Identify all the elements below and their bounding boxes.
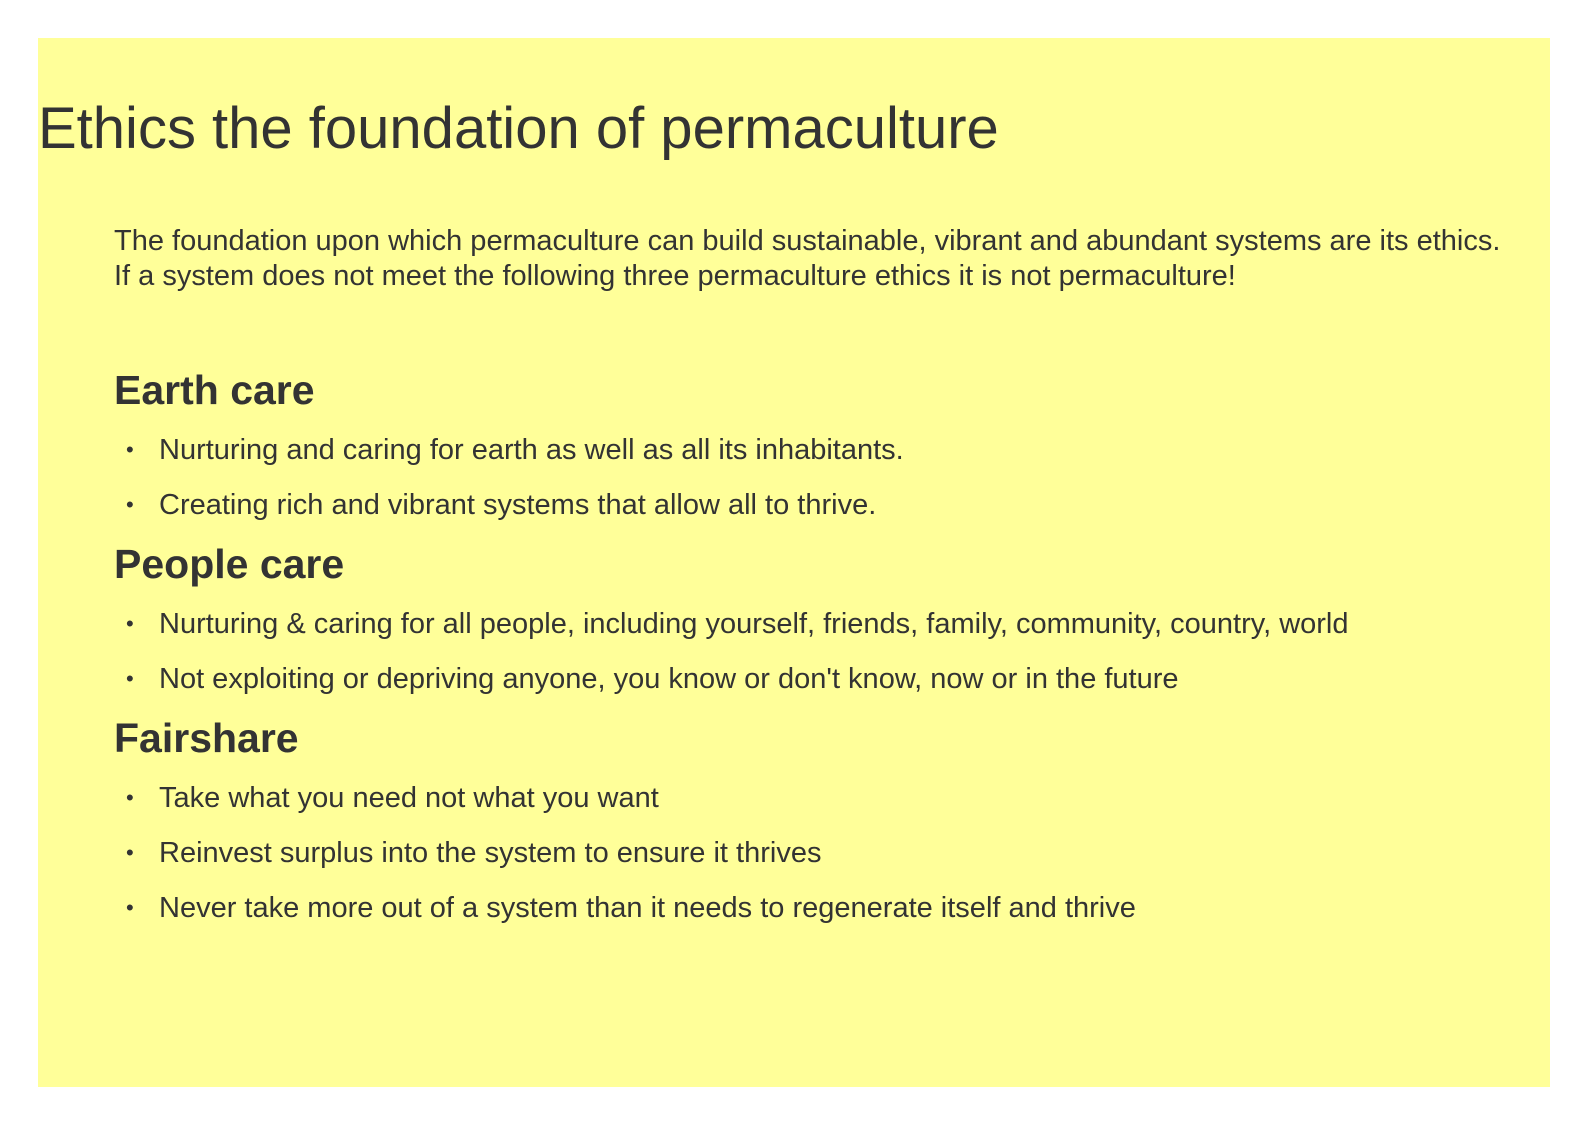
list-item-text: Take what you need not what you want [159,782,659,814]
list-item [114,659,1349,714]
list-item-text: Nurturing and caring for earth as well as all its inhabitants. [159,434,904,466]
list-item [114,778,1136,833]
list-item-text: Not exploiting or depriving anyone, you know or don't know, now or in the future [159,663,1179,695]
section-heading-people-care: People care [114,541,345,587]
people-care-list [114,604,1349,714]
list-item [114,604,1349,659]
list-item [114,430,904,485]
earth-care-list [114,430,904,540]
list-item-text: Nurturing & caring for all people, including yourself, friends, family, community, country, world [159,608,1349,640]
bullet-icon: • [126,840,134,865]
bullet-icon: • [126,785,134,810]
fairshare-list [114,778,1136,943]
list-item-text: Reinvest surplus into the system to ensure it thrives [159,837,822,869]
bullet-icon: • [126,437,134,462]
bullet-icon: • [126,611,134,636]
page-title: Ethics the foundation of permaculture [38,96,999,161]
bullet-icon: • [126,492,134,517]
section-heading-earth-care: Earth care [114,367,315,413]
slide-panel [38,38,1550,1087]
list-item [114,485,904,540]
section-heading-fairshare: Fairshare [114,715,299,761]
intro-paragraph: The foundation upon which permaculture can build sustainable, vibrant and abundant systems are its ethics. If a system does not meet the following three permaculture ethics it is not permaculture! [114,225,1501,292]
list-item [114,833,1136,888]
bullet-icon: • [126,666,134,691]
list-item-text: Never take more out of a system than it needs to regenerate itself and thrive [159,892,1136,924]
list-item-text: Creating rich and vibrant systems that allow all to thrive. [159,489,877,521]
list-item [114,888,1136,943]
bullet-icon: • [126,895,134,920]
